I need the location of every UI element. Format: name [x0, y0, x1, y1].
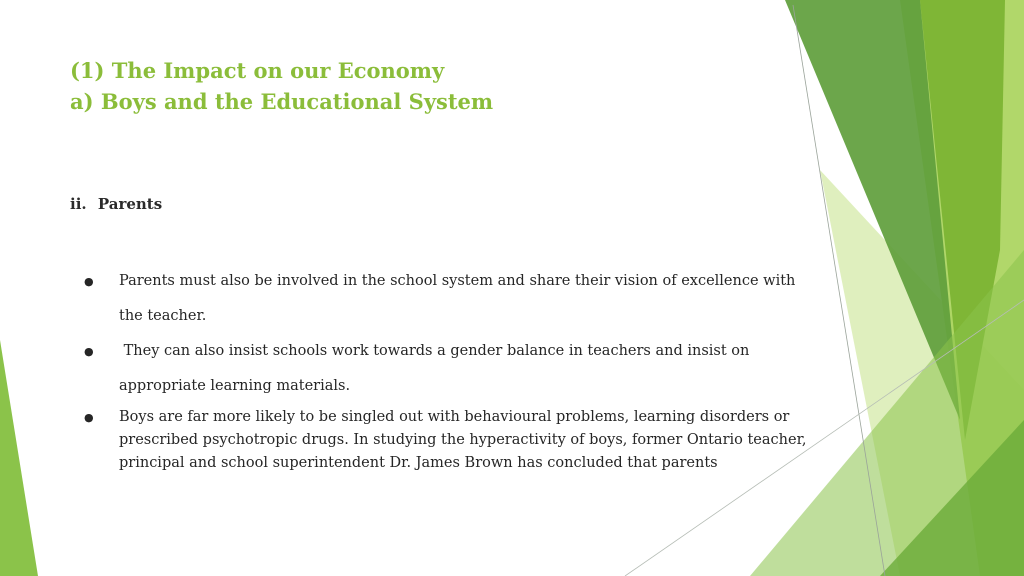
section-heading: [70, 195, 162, 213]
bullet-item: [84, 334, 814, 404]
bullet-item: [84, 406, 814, 475]
slide-title: [70, 55, 493, 117]
bullet-list: [84, 264, 814, 475]
bullet-dot-icon: ●: [84, 411, 94, 424]
bullet-text: They can also insist schools work towards a gender balance in teachers and insist on appropriate learning materials.: [119, 343, 754, 394]
bg-left-sliver: [0, 340, 38, 576]
bullet-item: [84, 264, 814, 334]
bullet-text: Parents must also be involved in the school system and share their vision of excellence with the teacher.: [119, 273, 796, 324]
title-line-1: (1) The Impact on our Economy: [70, 58, 445, 83]
bullet-dot-icon: ●: [84, 275, 94, 288]
bullet-dot-icon: ●: [84, 345, 94, 358]
section-number: ii.: [70, 195, 87, 213]
section-label-text: Parents: [97, 195, 163, 213]
title-line-2: a) Boys and the Educational System: [70, 89, 494, 114]
bullet-text: Boys are far more likely to be singled out with behavioural problems, learning disorders or prescribed psychotropic drugs. In studying the hyperactivity of boys, former Ontario teacher, principal and school superintendent Dr. James Brown has concluded that parents: [119, 409, 807, 471]
